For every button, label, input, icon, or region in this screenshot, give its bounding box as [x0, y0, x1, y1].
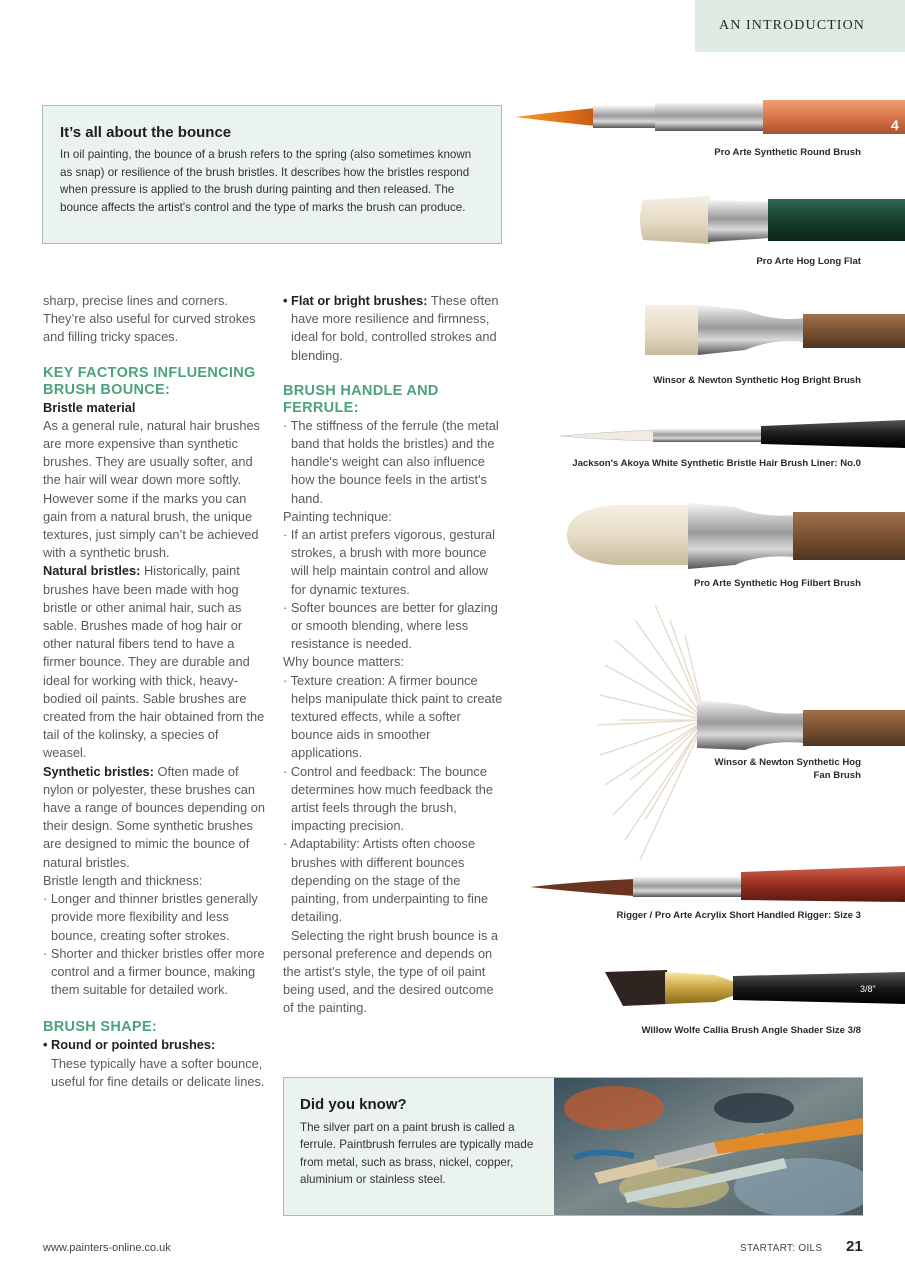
- article-column-1: [43, 292, 265, 1091]
- list-item: · Adaptability: Artists often choose brushes with different bounces depending on the stage of the painting, from underpainting to fine detailing.: [283, 836, 489, 925]
- brush-caption: Pro Arte Synthetic Round Brush: [714, 147, 861, 158]
- flat-brushes-paragraph: [283, 292, 505, 365]
- key-factors-heading: KEY FACTORS INFLUENCING BRUSH BOUNCE:: [43, 364, 256, 398]
- article-column-2: [283, 292, 505, 1018]
- fan-brush-image: [597, 605, 705, 860]
- hog-bright-image: [645, 305, 905, 355]
- brush-caption: Pro Arte Hog Long Flat: [756, 256, 861, 267]
- bristle-material-text: As a general rule, natural hair brushes are more expensive than synthetic brushes. They are usually softer, and the hair will wear down more softly. However some if the marks you can gain from a natural brush, the unique textures, just simply can’t be achieved with a synthetic brush.: [43, 417, 260, 561]
- page-number: 21: [846, 1238, 863, 1255]
- list-item: · Texture creation: A firmer bounce helps manipulate thick paint to create textured effects, while a softer bounce aids in smoother applications.: [283, 672, 503, 761]
- brush-caption: Winsor & Newton Synthetic Hog Bright Brush: [653, 375, 861, 386]
- did-you-know-body: The silver part on a paint brush is called a ferrule. Paintbrush ferrules are typically made from metal, such as brass, nickel, copper, aluminium or stainless steel.: [300, 1121, 534, 1187]
- intro-paragraph: sharp, precise lines and corners. They’re also useful for curved strokes and filling tricky spaces.: [43, 293, 256, 345]
- list-item: · The stiffness of the ferrule (the metal band that holds the bristles) and the handle's weight can also influence how the bounce feels in the artist's hand.: [283, 417, 499, 506]
- flat-brushes-text: These often have more resilience and firmness, ideal for bold, controlled strokes and blending.: [291, 293, 499, 363]
- liner-brush-image: [560, 420, 905, 448]
- round-brushes-label: • Round or pointed brushes:: [43, 1037, 216, 1053]
- brush-size-mark: 4: [891, 117, 899, 133]
- brush-caption: Winsor & Newton Synthetic Hog Fan Brush: [714, 757, 861, 781]
- bounce-box-body: In oil painting, the bounce of a brush refers to the spring (also sometimes known as snap) or resilience of the brush bristles. It describes how the bristles respond when pressure is applied to the brush during painting and then released. The bounce affects the artist's control and the type of marks the brush can produce.: [60, 148, 472, 214]
- why-bounce-heading: Why bounce matters:: [283, 654, 404, 670]
- list-item: · Shorter and thicker bristles offer more control and a firmer bounce, making them suitable for detailed work.: [43, 945, 265, 998]
- natural-bristles-text: Historically, paint brushes have been made with hog bristle or other animal hair, such as sable. Brushes made of hog hair or other natural fibers tend to have a firmer bounce. They are durable and ideal for working with thick, heavy-bodied oil paints. Sable brushes are created from the hair obtained from the tail of the kolinsky, a species of weasel.: [43, 563, 265, 761]
- footer-magazine: STARTART: OILS: [740, 1243, 823, 1254]
- brush-caption: Jackson's Akoya White Synthetic Bristle Hair Brush Liner: No.0: [572, 458, 861, 469]
- rigger-brush-image: [530, 866, 905, 902]
- filbert-brush-image: [567, 503, 905, 569]
- list-item: · Softer bounces are better for glazing or smooth blending, where less resistance is needed.: [283, 599, 498, 652]
- brushes-photo: [554, 1078, 863, 1215]
- section-tab: [695, 0, 905, 52]
- handle-ferrule-heading: BRUSH HANDLE AND FERRULE:: [283, 382, 439, 416]
- round-brushes-text: These typically have a softer bounce, useful for fine details or delicate lines.: [51, 1055, 265, 1089]
- list-item: · Control and feedback: The bounce determines how much feedback the artist feels through the brush, impacting precision.: [283, 763, 494, 834]
- did-you-know-box: [283, 1077, 863, 1216]
- did-you-know-title: Did you know?: [300, 1096, 407, 1113]
- angle-size-mark: 3/8": [860, 984, 876, 994]
- list-item: · Longer and thinner bristles generally provide more flexibility and less bounce, creating softer strokes.: [43, 891, 258, 943]
- flat-brushes-label: • Flat or bright brushes:: [283, 293, 428, 308]
- natural-bristles-label: Natural bristles:: [43, 563, 141, 579]
- brush-caption: Rigger / Pro Arte Acrylix Short Handled Rigger: Size 3: [616, 910, 861, 921]
- synthetic-bristles-label: Synthetic bristles:: [43, 763, 154, 779]
- bristle-material-heading: Bristle material: [43, 399, 136, 415]
- synthetic-bristles-text: Often made of nylon or polyester, these brushes can have a range of bounces depending on their design. Some synthetic brushes are designed to mimic the bounce of natural bristles.: [43, 763, 265, 870]
- closing-paragraph: Selecting the right brush bounce is a personal preference and depends on the artist's style, the type of oil paint being used, and the desired outcome of the painting.: [283, 927, 499, 1016]
- brush-caption: Willow Wolfe Callia Brush Angle Shader Size 3/8: [641, 1025, 861, 1036]
- section-title: AN INTRODUCTION: [719, 18, 865, 33]
- natural-bristles-paragraph: [43, 562, 265, 762]
- synthetic-bristles-paragraph: [43, 763, 265, 872]
- brush-caption: Pro Arte Synthetic Hog Filbert Brush: [693, 578, 861, 589]
- bounce-box-title: It’s all about the bounce: [60, 124, 232, 141]
- angle-shader-image: [605, 970, 905, 1006]
- did-you-know-text: [284, 1078, 554, 1215]
- footer-url: www.painters-online.co.uk: [43, 1242, 171, 1254]
- brush-shape-heading: BRUSH SHAPE:: [43, 1019, 157, 1036]
- round-brush-image: [515, 100, 905, 134]
- bristle-length-heading: Bristle length and thickness:: [43, 872, 203, 888]
- painting-technique-heading: Painting technique:: [283, 508, 392, 524]
- bounce-info-box: [42, 105, 502, 244]
- list-item: · If an artist prefers vigorous, gestural strokes, a brush with more bounce will help maintain control and allow for dynamic textures.: [283, 527, 495, 597]
- hog-long-flat-image: [640, 196, 905, 244]
- brush-illustrations: [505, 60, 905, 1030]
